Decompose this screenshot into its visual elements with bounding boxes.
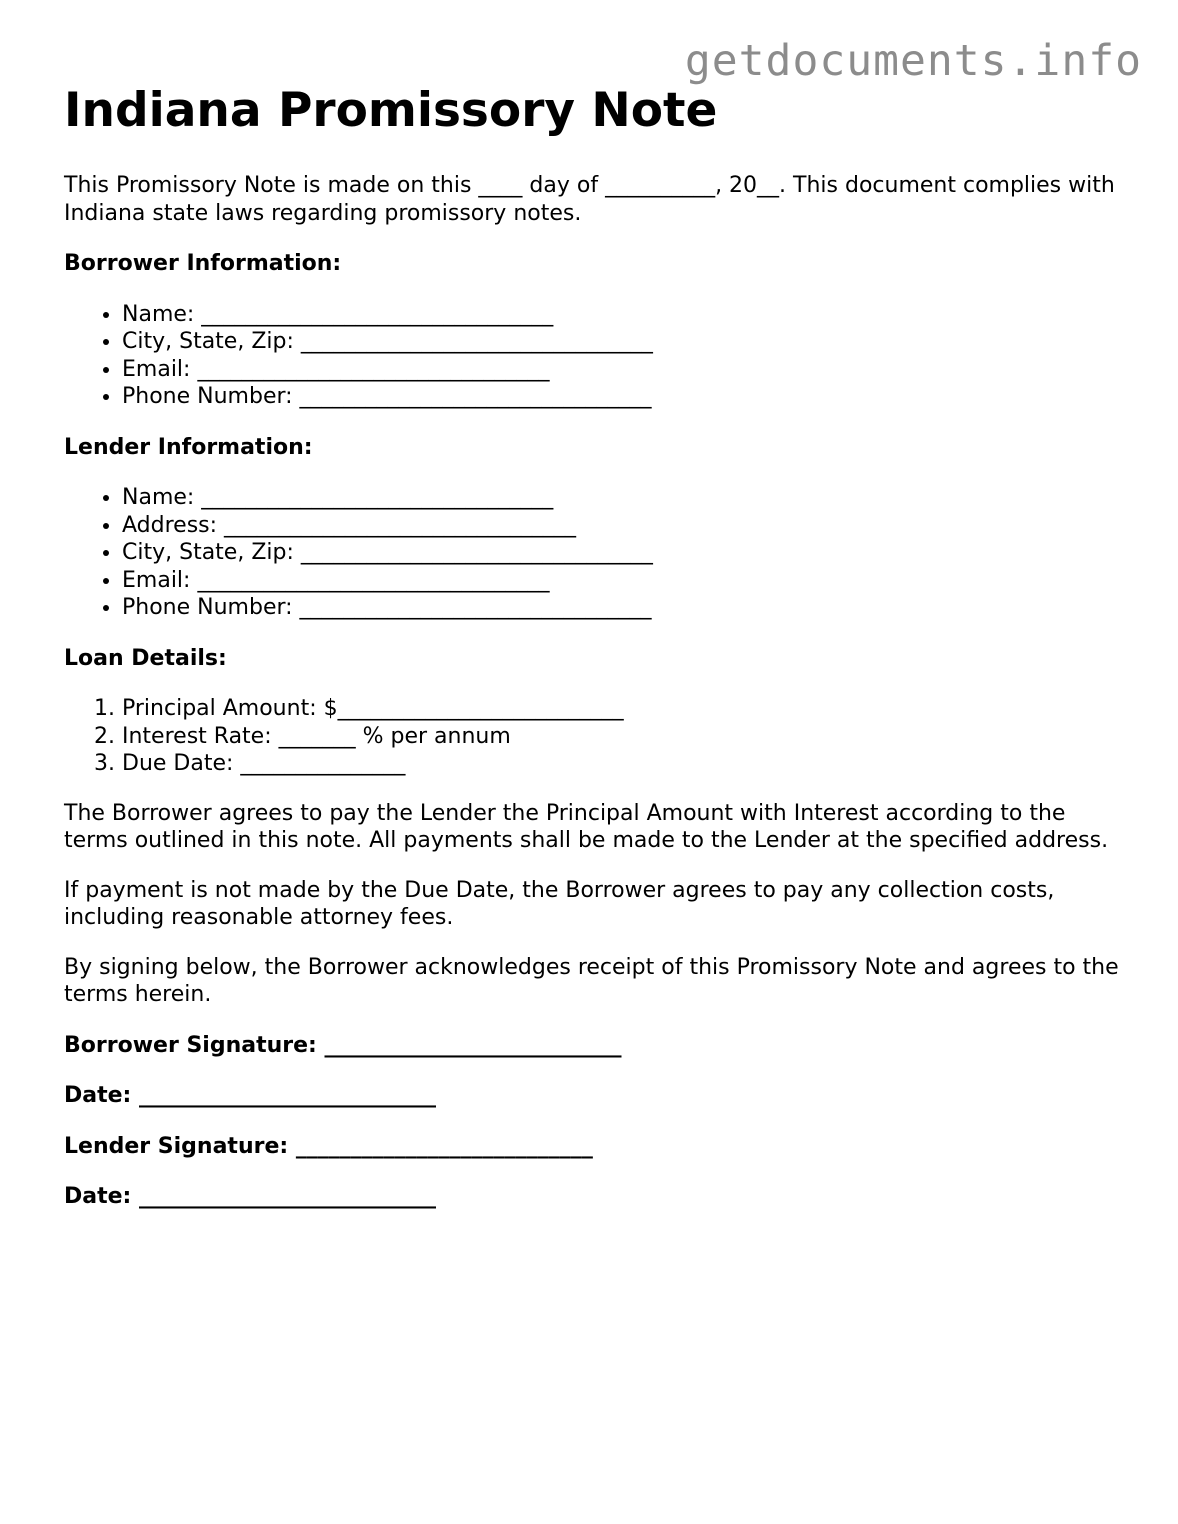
interest-rate-field[interactable]: 2. Interest Rate: _______ % per annum: [122, 723, 1124, 751]
lender-email-field[interactable]: • Email: ________________________________: [122, 567, 1124, 595]
lender-list: [64, 484, 1124, 622]
document-title: Indiana Promissory Note: [64, 83, 718, 138]
borrower-date-line[interactable]: Date: ___________________________: [64, 1083, 437, 1108]
borrower-city-state-zip-field[interactable]: • City, State, Zip: ________________________________: [122, 328, 1124, 356]
lender-city-state-zip-field[interactable]: • City, State, Zip: ________________________________: [122, 539, 1124, 567]
borrower-name-field[interactable]: • Name: ________________________________: [122, 301, 1124, 329]
borrower-signature-line[interactable]: Borrower Signature: ___________________________: [64, 1032, 622, 1058]
loan-details-list: [64, 695, 1124, 778]
borrower-email-field[interactable]: • Email: ________________________________: [122, 356, 1124, 384]
acknowledgement-paragraph: By signing below, the Borrower acknowledges receipt of this Promissory Note and agrees to the terms herein.: [64, 954, 1119, 1007]
lender-signature-line[interactable]: Lender Signature: ___________________________: [64, 1133, 593, 1159]
loan-details-heading: Loan Details:: [64, 645, 227, 671]
lender-address-field[interactable]: • Address: ________________________________: [122, 512, 1124, 540]
borrower-heading: Borrower Information:: [64, 251, 342, 276]
document-page: [64, 80, 1124, 1211]
due-date-field[interactable]: 3. Due Date: _______________: [122, 750, 1124, 778]
lender-name-field[interactable]: • Name: ________________________________: [122, 484, 1124, 512]
intro-paragraph: This Promissory Note is made on this ____ day of __________, 20__. This document complies with Indiana state laws regarding promissory notes.: [64, 173, 1115, 226]
lender-phone-field[interactable]: • Phone Number: ________________________________: [122, 594, 1124, 622]
site-watermark: getdocuments.info: [684, 36, 1142, 86]
lender-date-line[interactable]: Date: ___________________________: [64, 1184, 437, 1209]
lender-heading: Lender Information:: [64, 434, 313, 460]
payment-terms-paragraph: The Borrower agrees to pay the Lender the Principal Amount with Interest according to the terms outlined in this note. All payments shall be made to the Lender at the specified address.: [64, 800, 1109, 853]
principal-amount-field[interactable]: 1. Principal Amount: $__________________________: [122, 695, 1124, 723]
borrower-phone-field[interactable]: • Phone Number: ________________________________: [122, 383, 1124, 411]
borrower-list: [64, 301, 1124, 411]
collection-costs-paragraph: If payment is not made by the Due Date, the Borrower agrees to pay any collection costs, including reasonable attorney fees.: [64, 877, 1055, 930]
